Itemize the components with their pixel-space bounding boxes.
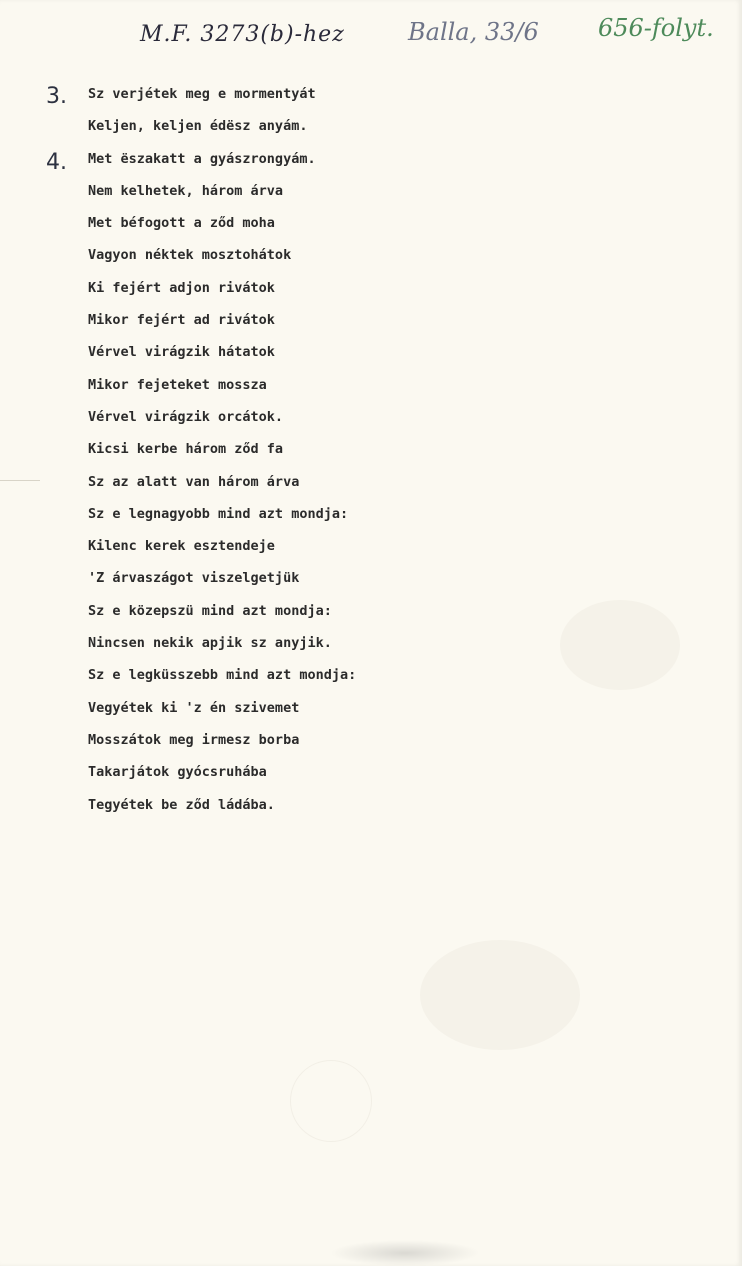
- poem-line: Vérvel virágzik hátatok: [88, 344, 275, 361]
- poem-line: Sz e közepszü mind azt mondja:: [88, 602, 332, 619]
- scan-shadow: [330, 1240, 480, 1266]
- poem-line: Mikor fejeteket mossza: [88, 376, 267, 393]
- poem-line: Vérvel virágzik orcátok.: [88, 408, 284, 425]
- stanza-number-3: 3.: [46, 84, 67, 109]
- poem-line: Vegyétek ki 'z én szivemet: [88, 699, 300, 716]
- poem-line: Nincsen nekik apjik sz anyjik.: [88, 635, 332, 652]
- poem-line: Sz e legnagyobb mind azt mondja:: [88, 505, 349, 522]
- poem-line: Met ëszakatt a gyászrongyám.: [88, 150, 316, 167]
- poem-line: Ki fejért adjon rivátok: [88, 279, 275, 296]
- poem-line: Nem kelhetek, három árva: [88, 182, 284, 199]
- poem-text: [88, 84, 356, 827]
- fold-mark: [0, 480, 40, 481]
- poem-line: Sz e legküsszebb mind azt mondja:: [88, 667, 357, 684]
- poem-line: Kicsi kerbe három ződ fa: [88, 441, 284, 458]
- poem-line: Kilenc kerek esztendeje: [88, 538, 275, 555]
- collector-reference: Balla, 33/6: [408, 18, 539, 46]
- poem-line: Met béfogott a ződ moha: [88, 215, 275, 232]
- page-continuation-number: 656-folyt.: [598, 14, 714, 42]
- stanza-number-4: 4.: [46, 150, 67, 175]
- poem-line: Sz az alatt van három árva: [88, 473, 300, 490]
- paper-stain: [420, 940, 580, 1050]
- catalog-reference: M.F. 3273(b)-hez: [140, 22, 345, 47]
- poem-line: Mikor fejért ad rivátok: [88, 312, 275, 329]
- faded-stamp: [290, 1060, 372, 1142]
- poem-line: Keljen, keljen édësz anyám.: [88, 118, 308, 135]
- poem-line: Tegyétek be ződ ládába.: [88, 796, 275, 813]
- poem-line: Sz verjétek meg e mormentyát: [88, 86, 316, 102]
- poem-line: Mosszátok meg irmesz borba: [88, 731, 300, 748]
- poem-line: 'Z árvaszágot viszelgetjük: [88, 570, 300, 587]
- paper-stain: [560, 600, 680, 690]
- poem-line: Takarjátok gyócsruhába: [88, 764, 267, 781]
- poem-line: Vagyon néktek mosztohátok: [88, 247, 292, 264]
